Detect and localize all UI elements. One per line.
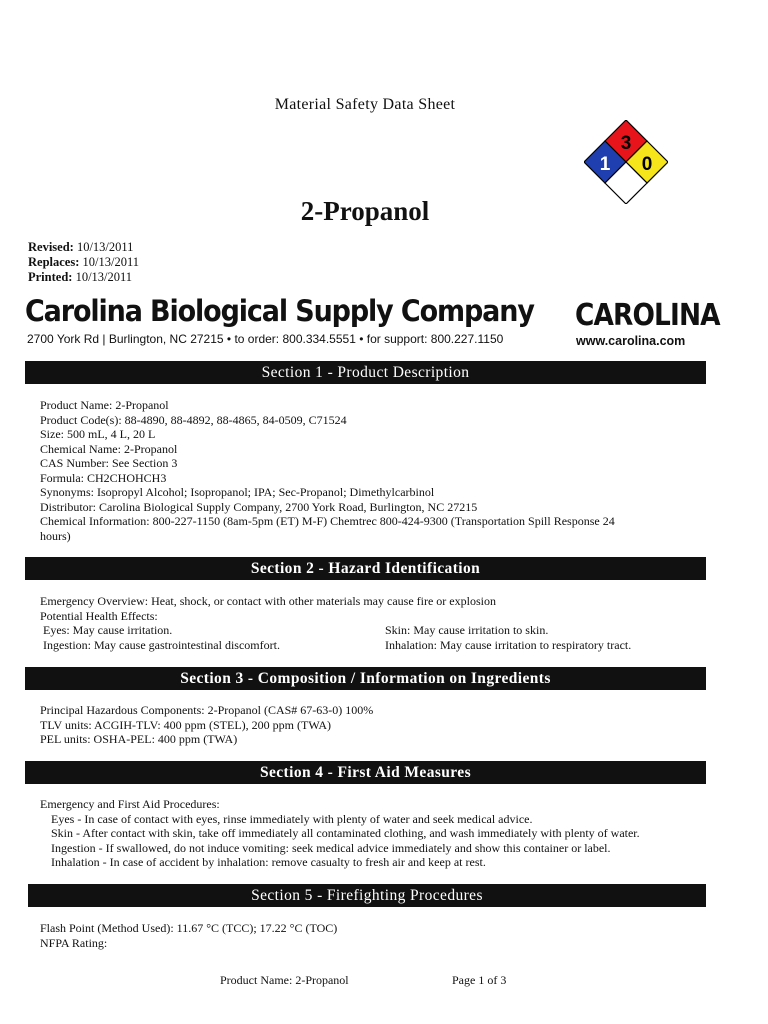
section-4-body: [40, 797, 640, 870]
revision-dates: [28, 240, 139, 285]
tlv-units-line: TLV units: ACGIH-TLV: 400 ppm (STEL), 200 ppm (TWA): [40, 717, 331, 732]
first-aid-skin: Skin - After contact with skin, take off immediately all contaminated clothing, and wash immediately with plenty of water.: [51, 826, 640, 840]
carolina-logo: CAROLINA: [575, 298, 720, 333]
product-codes-line: Product Code(s): 88-4890, 88-4892, 88-4865, 84-0509, C71524: [40, 412, 347, 427]
ingestion-effect: Ingestion: May cause gastrointestinal discomfort.: [43, 637, 280, 652]
printed-date: 10/13/2011: [75, 270, 133, 284]
section-4-header: Section 4 - First Aid Measures: [25, 761, 706, 784]
chemical-name-line: Chemical Name: 2-Propanol: [40, 441, 178, 456]
chemical-info-line-cont: hours): [40, 528, 71, 543]
formula-line: Formula: CH2CHOHCH3: [40, 470, 167, 485]
product-heading: 2-Propanol: [300, 196, 430, 226]
replaces-label: Replaces:: [28, 255, 80, 269]
nfpa-instability-value: 0: [641, 154, 653, 175]
nfpa-health-value: 1: [599, 154, 611, 175]
footer-product-name: Product Name: 2-Propanol: [220, 973, 349, 987]
section-5-body: [40, 921, 337, 950]
section-3-header: Section 3 - Composition / Information on Ingredients: [25, 667, 706, 690]
footer-page-number: Page 1 of 3: [452, 973, 507, 987]
revised-row: [28, 240, 139, 255]
company-name: Carolina Biological Supply Company: [25, 294, 534, 328]
size-line: Size: 500 mL, 4 L, 20 L: [40, 427, 156, 441]
product-name-line: Product Name: 2-Propanol: [40, 398, 169, 412]
eyes-effect: Eyes: May cause irritation.: [43, 623, 173, 637]
nfpa-flammability-value: 3: [620, 133, 632, 154]
emergency-overview-line: Emergency Overview: Heat, shock, or contact with other materials may cause fire or explosion: [40, 594, 496, 608]
company-address: 2700 York Rd | Burlington, NC 27215 • to order: 800.334.5551 • for support: 800.227.1150: [27, 332, 504, 346]
printed-label: Printed:: [28, 270, 73, 284]
company-url[interactable]: www.carolina.com: [576, 334, 686, 348]
section-1-body: [40, 398, 615, 543]
health-effects-row: [43, 638, 683, 653]
nfpa-rating-line: NFPA Rating:: [40, 935, 108, 950]
health-effects-grid: [43, 623, 683, 652]
hazardous-components-line: Principal Hazardous Components: 2-Propanol (CAS# 67-63-0) 100%: [40, 703, 374, 717]
nfpa-diamond: [584, 120, 668, 204]
document-title: Material Safety Data Sheet: [274, 96, 456, 113]
first-aid-label: Emergency and First Aid Procedures:: [40, 797, 220, 811]
revised-label: Revised:: [28, 240, 74, 254]
inhalation-effect: Inhalation: May cause irritation to respiratory tract.: [385, 637, 632, 652]
distributor-line: Distributor: Carolina Biological Supply Company, 2700 York Road, Burlington, NC 27215: [40, 499, 478, 514]
flash-point-line: Flash Point (Method Used): 11.67 °C (TCC); 17.22 °C (TOC): [40, 921, 338, 935]
skin-effect: Skin: May cause irritation to skin.: [385, 623, 549, 637]
cas-number-line: CAS Number: See Section 3: [40, 456, 178, 470]
section-5-header: Section 5 - Firefighting Procedures: [28, 884, 706, 907]
replaces-date: 10/13/2011: [82, 255, 139, 269]
health-effects-label: Potential Health Effects:: [40, 608, 158, 623]
section-1-header: Section 1 - Product Description: [25, 361, 706, 384]
synonyms-line: Synonyms: Isopropyl Alcohol; Isopropanol; IPA; Sec-Propanol; Dimethylcarbinol: [40, 485, 435, 499]
chemical-info-line: Chemical Information: 800-227-1150 (8am-5pm (ET) M-F) Chemtrec 800-424-9300 (Transportation Spill Response 24: [40, 514, 615, 528]
replaces-row: [28, 255, 139, 270]
section-2-header: Section 2 - Hazard Identification: [25, 557, 706, 580]
first-aid-inhalation: Inhalation - In case of accident by inhalation: remove casualty to fresh air and keep at rest.: [51, 855, 486, 869]
section-2-body: [40, 594, 496, 623]
pel-units-line: PEL units: OSHA-PEL: 400 ppm (TWA): [40, 732, 238, 746]
revised-date: 10/13/2011: [76, 240, 134, 254]
health-effects-row: [43, 623, 683, 638]
first-aid-eyes: Eyes - In case of contact with eyes, rinse immediately with plenty of water and seek medical advice.: [51, 811, 533, 826]
printed-row: [28, 270, 139, 285]
section-3-body: [40, 703, 373, 747]
first-aid-ingestion: Ingestion - If swallowed, do not induce vomiting: seek medical advice immediately and show this container or label.: [51, 840, 611, 855]
